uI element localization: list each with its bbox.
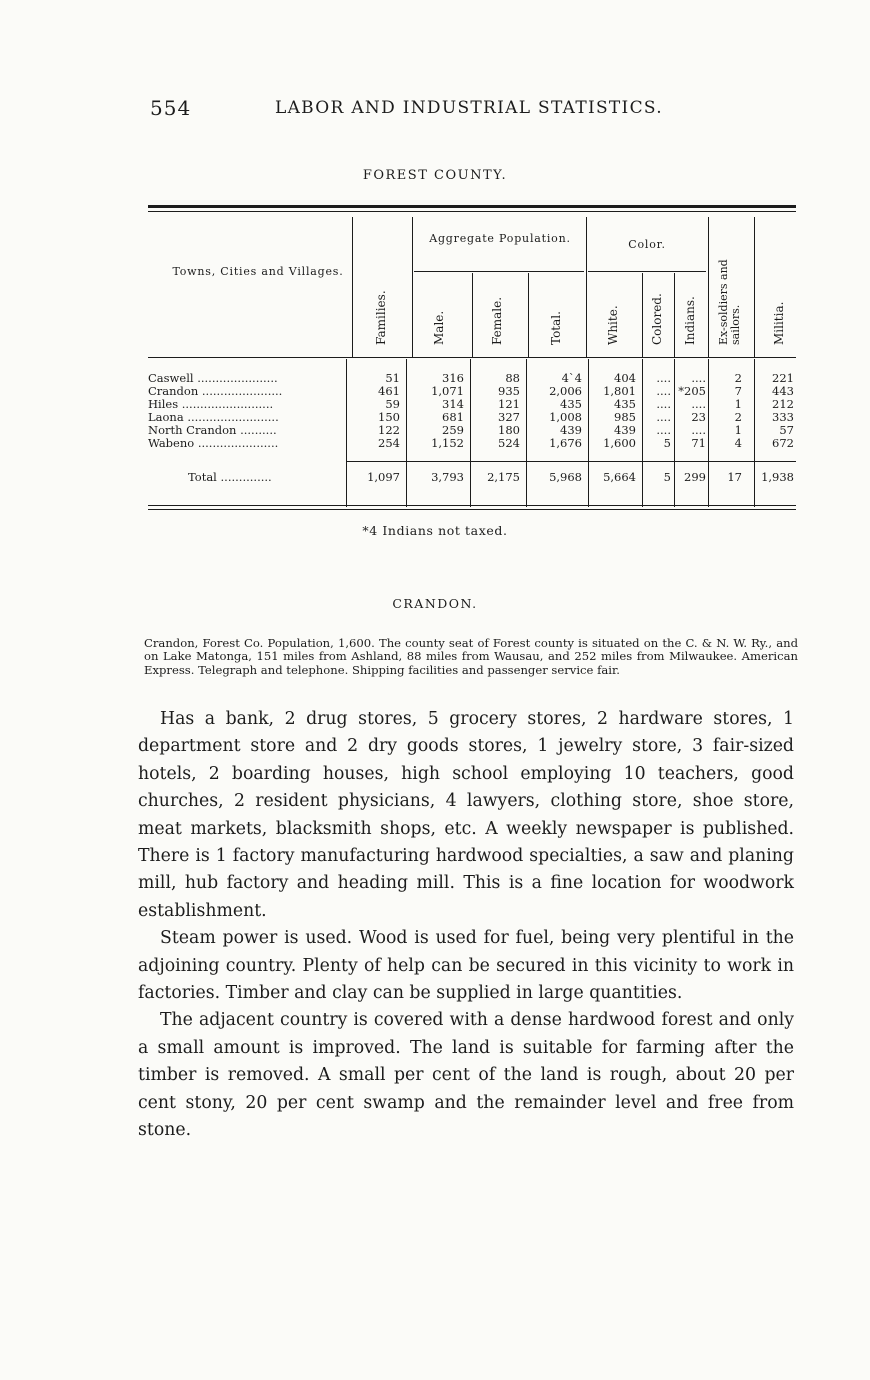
table-bottom-rule: [148, 505, 796, 506]
cell-families: 461: [378, 384, 400, 398]
row-name: Laona .........................: [148, 411, 279, 424]
table-top-rule: [148, 205, 796, 208]
row-name: Crandon ......................: [148, 385, 283, 398]
table-row: [148, 437, 796, 450]
cell-total: 5,968: [549, 470, 582, 484]
col-divider: [352, 217, 353, 357]
header-militia: Militia.: [772, 301, 786, 345]
cell-colored: ....: [656, 423, 671, 437]
col-divider: [754, 217, 755, 357]
cell-indians: *205: [678, 384, 706, 398]
cell-male: 316: [442, 371, 464, 385]
cell-families: 150: [378, 410, 400, 424]
page-number: 554: [150, 96, 192, 120]
cell-colored: ....: [656, 410, 671, 424]
col-divider: [674, 273, 675, 357]
cell-female: 121: [498, 397, 520, 411]
row-name: Caswell ......................: [148, 372, 278, 385]
col-divider: [642, 273, 643, 357]
cell-ex-soldiers: 1: [734, 397, 742, 411]
header-indians: Indians.: [683, 296, 697, 345]
cell-indians: 299: [684, 470, 706, 484]
cell-male: 3,793: [431, 470, 464, 484]
cell-indians: 23: [691, 410, 706, 424]
cell-female: 180: [498, 423, 520, 437]
cell-militia: 221: [772, 371, 794, 385]
table-bottom-rule-2: [148, 509, 796, 510]
cell-families: 59: [385, 397, 400, 411]
cell-total: 4`4: [561, 371, 582, 385]
cell-white: 5,664: [603, 470, 636, 484]
cell-militia: 333: [772, 410, 794, 424]
cell-white: 1,600: [603, 436, 636, 450]
cell-families: 1,097: [367, 470, 400, 484]
cell-female: 2,175: [487, 470, 520, 484]
header-bottom-rule: [148, 357, 796, 358]
cell-female: 524: [498, 436, 520, 450]
running-head: [150, 96, 810, 126]
header-female: Female.: [490, 296, 504, 345]
cell-families: 51: [385, 371, 400, 385]
cell-colored: 5: [663, 436, 671, 450]
cell-total: 1,008: [549, 410, 582, 424]
header-total: Total.: [549, 311, 563, 345]
cell-militia: 443: [772, 384, 794, 398]
cell-colored: 5: [663, 470, 671, 484]
cell-militia: 57: [779, 423, 794, 437]
cell-white: 435: [614, 397, 636, 411]
header-ex-soldiers: Ex-soldiers and sailors.: [717, 259, 742, 345]
cell-female: 327: [498, 410, 520, 424]
row-name: North Crandon ..........: [148, 424, 277, 437]
intro-paragraph: Crandon, Forest Co. Population, 1,600. The county seat of Forest county is situated on the C. & N. W. Ry., and on Lake Matonga, 151 miles from Ashland, 88 miles from Wausau, and 252 miles from Milwaukee. American Express. Telegraph and telephone. Shipping facilities and passenger service fair.: [144, 636, 798, 677]
cell-ex-soldiers: 17: [727, 470, 742, 484]
table-footnote: *4 Indians not taxed.: [362, 523, 508, 538]
cell-colored: ....: [656, 371, 671, 385]
cell-militia: 212: [772, 397, 794, 411]
cell-white: 1,801: [603, 384, 636, 398]
cell-male: 1,071: [431, 384, 464, 398]
col-divider: [472, 273, 473, 357]
body-paragraph: The adjacent country is covered with a dense hardwood forest and only a small amount is improved. The land is suitable for farming after the timber is removed. A small per cent of the land is rough, about 20 per cent stony, 20 per cent swamp and the remainder level and free from stone.: [138, 1010, 794, 1141]
table-total-row: [148, 471, 796, 484]
cell-white: 439: [614, 423, 636, 437]
cell-colored: ....: [656, 397, 671, 411]
row-name: Hiles .........................: [148, 398, 274, 411]
header-color: Color.: [628, 238, 666, 251]
header-towns: Towns, Cities and Villages.: [172, 265, 344, 278]
cell-total: 2,006: [549, 384, 582, 398]
body-text: [138, 706, 794, 1145]
cell-ex-soldiers: 4: [734, 436, 742, 450]
cell-white: 985: [614, 410, 636, 424]
cell-indians: ....: [691, 423, 706, 437]
group-rule: [588, 271, 706, 272]
cell-total: 435: [560, 397, 582, 411]
col-divider: [412, 217, 413, 357]
cell-ex-soldiers: 7: [734, 384, 742, 398]
cell-male: 681: [442, 410, 464, 424]
row-name: Wabeno ......................: [148, 437, 279, 450]
table-top-rule-2: [148, 211, 796, 212]
cell-indians: 71: [691, 436, 706, 450]
total-rule: [346, 461, 796, 462]
county-title: FOREST COUNTY.: [362, 168, 508, 183]
cell-total: 1,676: [549, 436, 582, 450]
cell-ex-soldiers: 2: [734, 371, 742, 385]
col-divider: [708, 217, 709, 357]
cell-white: 404: [614, 371, 636, 385]
header-male: Male.: [432, 310, 446, 345]
cell-female: 935: [498, 384, 520, 398]
cell-militia: 1,938: [761, 470, 794, 484]
cell-male: 259: [442, 423, 464, 437]
cell-ex-soldiers: 2: [734, 410, 742, 424]
cell-colored: ....: [656, 384, 671, 398]
header-aggregate-population: Aggregate Population.: [429, 232, 571, 245]
cell-female: 88: [505, 371, 520, 385]
header-families: Families.: [374, 290, 388, 345]
cell-ex-soldiers: 1: [734, 423, 742, 437]
cell-indians: ....: [691, 397, 706, 411]
cell-male: 314: [442, 397, 464, 411]
running-head-title: LABOR AND INDUSTRIAL STATISTICS.: [275, 98, 663, 118]
header-white: White.: [606, 305, 620, 345]
col-divider: [586, 217, 587, 357]
header-colored: Colored.: [650, 293, 664, 345]
cell-families: 254: [378, 436, 400, 450]
cell-families: 122: [378, 423, 400, 437]
cell-male: 1,152: [431, 436, 464, 450]
cell-militia: 672: [772, 436, 794, 450]
body-paragraph: Steam power is used. Wood is used for fuel, being very plentiful in the adjoining country. Plenty of help can be secured in this vicinity to work in factories. Timber and clay can be supplied in large quantities.: [138, 928, 794, 1004]
section-title: CRANDON.: [392, 596, 478, 611]
cell-total: 439: [560, 423, 582, 437]
body-paragraph: Has a bank, 2 drug stores, 5 grocery stores, 2 hardware stores, 1 department store and 2 dry goods stores, 1 jewelry store, 3 fair-sized hotels, 2 boarding houses, high school employing 10 teachers, good churches, 2 resident physicians, 4 lawyers, clothing store, shoe store, meat markets, blacksmith shops, etc. A weekly newspaper is published. There is 1 factory manufacturing hardwood specialties, a saw and planing mill, hub factory and heading mill. This is a fine location for woodwork establishment.: [138, 709, 794, 921]
row-name: Total ..............: [188, 471, 272, 484]
group-rule: [414, 271, 584, 272]
col-divider: [528, 273, 529, 357]
cell-indians: ....: [691, 371, 706, 385]
